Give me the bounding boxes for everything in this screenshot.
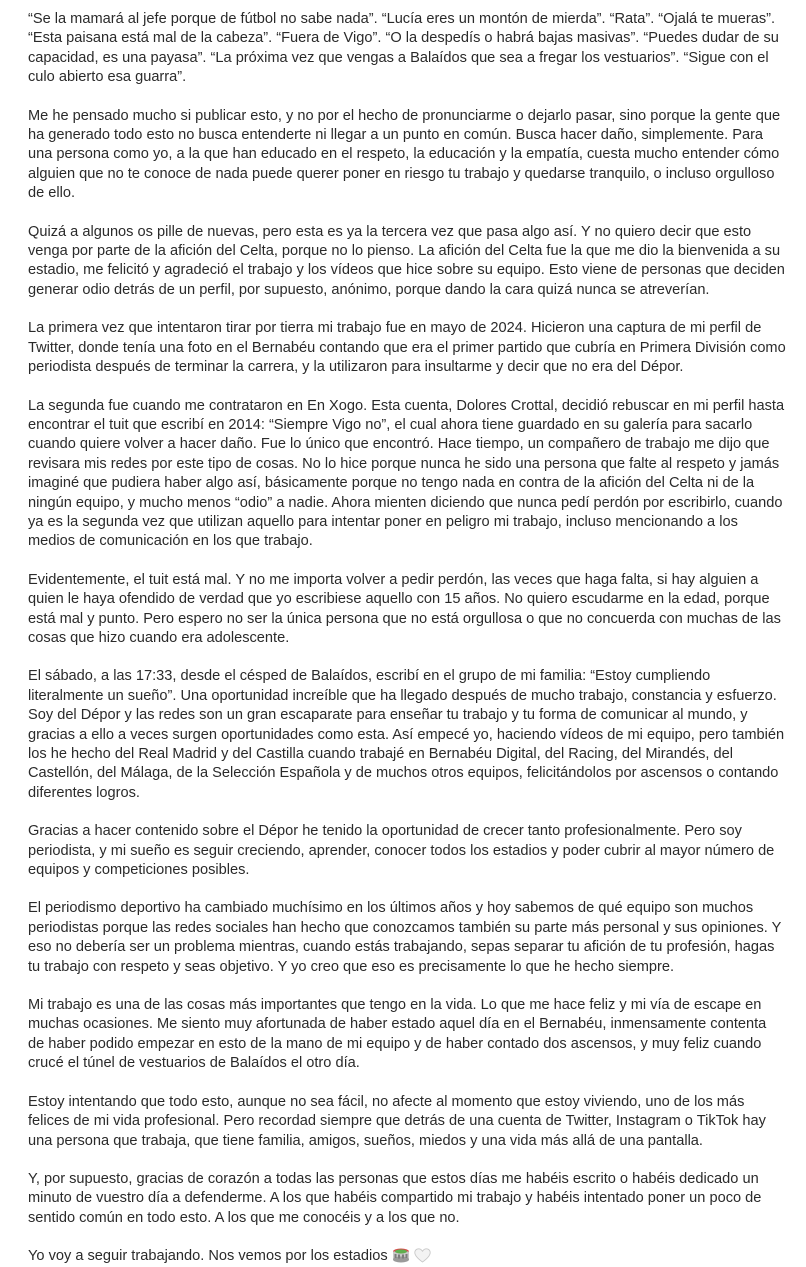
paragraph-closing — [28, 1247, 786, 1266]
paragraph-trying: Estoy intentando que todo esto, aunque no sea fácil, no afecte al momento que estoy viviendo, uno de los más felices de mi vida profesional. Pero recordad siempre que detrás de una cuenta de Twitter, Instagram o TikTok hay una persona que trabaja, que tiene familia, amigos, sueños, miedos y una vida más allá de una pantalla. — [28, 1093, 766, 1149]
paragraph-sports-journalism: El periodismo deportivo ha cambiado muchísimo en los últimos años y hoy sabemos de qué equipo son muchos periodistas porque las redes sociales han hecho que conozcamos también su parte más personal y sus opiniones. Y eso no debería ser un problema mientras, cuando estás trabajando, sepas separar tu afición de tu profesión, hagas tu trabajo con respeto y seas objetivo. Y yo creo que eso es precisamente lo que he hecho siempre. — [28, 900, 782, 975]
white-heart-icon — [414, 1248, 431, 1263]
paragraph-my-work: Mi trabajo es una de las cosas más importantes que tengo en la vida. Lo que me hace feliz y mi vía de escape en muchas ocasiones. Me siento muy afortunada de haber estado aquel día en el Bernabéu, inmensamente contenta de haber podido empezar en esto de la mano de mi equipo y de haber contado dos ascensos, y muy feliz cuando crucé el túnel de vestuarios de Balaídos el otro día. — [28, 997, 767, 1072]
paragraph-first-time: La primera vez que intentaron tirar por tierra mi trabajo fue en mayo de 2024. Hicieron una captura de mi perfil de Twitter, donde tenía una foto en el Bernabéu contando que era el primer partido que cubría en Primera División como periodista después de terminar la carrera, y la utilizaron para insultarme y decir que no era del Dépor. — [28, 320, 786, 376]
closing-text: Yo voy a seguir trabajando. Nos vemos por los estadios — [28, 1248, 388, 1265]
paragraph-saturday: El sábado, a las 17:33, desde el césped de Balaídos, escribí en el grupo de mi familia: “Estoy cumpliendo literalmente un sueño”. Una oportunidad increíble que ha llegado después de mucho trabajo, constancia y esfuerzo. Soy del Dépor y las redes son un gran escaparate para enseñar tu trabajo y tu forma de comunicar al mundo, y gracias a ello a veces surgen oportunidades como esta. Así empecé yo, haciendo vídeos de mi equipo, pero también los he hecho del Real Madrid y del Castilla cuando trabajé en Bernabéu Digital, del Racing, del Mirandés, del Castellón, del Málaga, de la Selección Española y de muchos otros equipos, felicitándolos por ascensos o contando diferentes logros. — [28, 668, 785, 801]
paragraph-thanks: Y, por supuesto, gracias de corazón a todas las personas que estos días me habéis escrito o habéis dedicado un minuto de vuestro día a defenderme. A los que habéis compartido mi trabajo y habéis intentado poner un poco de sentido común en todo esto. A los que me conocéis y a los que no. — [28, 1170, 762, 1226]
paragraph-quotes: “Se la mamará al jefe porque de fútbol no sabe nada”. “Lucía eres un montón de mierda”. “Rata”. “Ojalá te mueras”. “Esta paisana está mal de la cabeza”. “Fuera de Vigo”. “O la despedís o habrá bajas masivas”. “Puedes dudar de su capacidad, es una payasa”. “La próxima vez que vengas a Balaídos que sea a fregar los vestuarios”. “Sigue con el culo abierto esa guarra”. — [28, 11, 779, 86]
stadium-icon — [392, 1247, 410, 1263]
paragraph-second-time: La segunda fue cuando me contrataron en En Xogo. Esta cuenta, Dolores Crottal, decidió rebuscar en mi perfil hasta encontrar el tuit que escribí en 2014: “Siempre Vigo no”, el cual ahora tiene guardado en su galería para sacarlo cuando quiere volver a hacer daño. Fue lo único que encontró. Hace tiempo, un compañero de trabajo me dijo que revisara mis redes por este tipo de cosas. No lo hice porque nunca he sido una persona que falte al respeto y jamás imaginé que pudiera haber algo así, básicamente porque no tengo nada en contra de la afición del Celta ni de la ningún equipo, y mucho menos “odio” a nadie. Ahora mienten diciendo que nunca pedí perdón por escribirlo, cuando ya es la segunda vez que utilizan aquello para intentar poner en peligro mi trabajo, incluso mencionando a los medios de comunicación en los que trabajo. — [28, 397, 785, 550]
paragraph-intro: Me he pensado mucho si publicar esto, y no por el hecho de pronunciarme o dejarlo pasar, sino porque la gente que ha generado todo esto no busca entenderte ni llegar a un punto en común. Busca hacer daño, simplemente. Para una persona como yo, a la que han educado en el respeto, la educación y la empatía, cuesta mucho entender cómo alguien que no te conoce de nada puede querer poner en riesgo tu trabajo y quedarse tranquilo, o incluso orgulloso de ello. — [28, 107, 781, 202]
paragraph-apology: Evidentemente, el tuit está mal. Y no me importa volver a pedir perdón, las veces que haga falta, si hay alguien a quien le haya ofendido de verdad que yo escribiese aquello con 15 años. No quiero escudarme en la edad, porque está mal y punto. Pero espero no ser la única persona que no está orgullosa o que no concuerda con muchas de las cosas que hizo cuando era adolescente. — [28, 571, 781, 646]
statement-document — [28, 10, 786, 1267]
paragraph-third-time: Quizá a algunos os pille de nuevas, pero esta es ya la tercera vez que pasa algo así. Y no quiero decir que esto venga por parte de la afición del Celta, porque no lo pienso. La afición del Celta fue la que me dio la bienvenida a su estadio, me felicitó y agradeció el trabajo y los vídeos que hice sobre su equipo. Esto viene de personas que deciden generar odio detrás de un perfil, por supuesto, anónimo, porque dando la cara quizá nunca se atreverían. — [28, 223, 785, 298]
paragraph-gratitude-depor: Gracias a hacer contenido sobre el Dépor he tenido la oportunidad de crecer tanto profesionalmente. Pero soy periodista, y mi sueño es seguir creciendo, aprender, conocer todos los estadios y poder cubrir al mayor número de equipos y competiciones posibles. — [28, 823, 775, 879]
